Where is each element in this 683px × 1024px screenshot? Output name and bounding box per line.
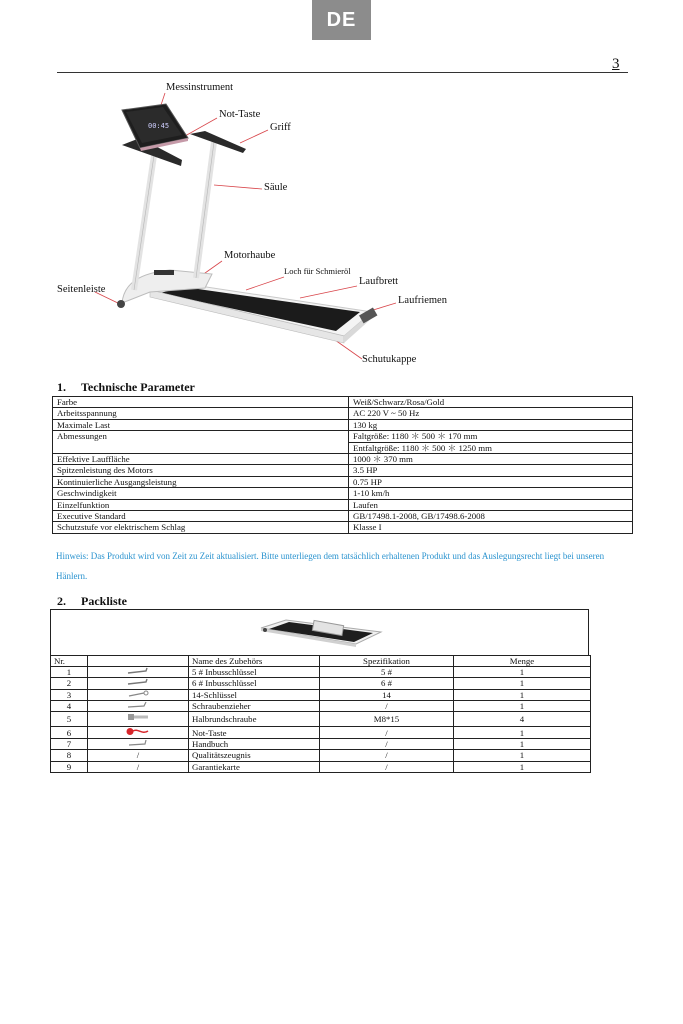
table-row — [51, 750, 591, 761]
table-row — [53, 454, 633, 465]
item-no: 9 — [51, 761, 88, 772]
table-row — [53, 408, 633, 419]
param-key: Geschwindigkeit — [53, 488, 349, 499]
table-row — [51, 727, 591, 739]
item-name: 5 # Inbusschlüssel — [189, 667, 320, 678]
table-row — [51, 700, 591, 711]
param-value: 1-10 km/h — [349, 488, 633, 499]
table-row — [53, 476, 633, 487]
section-title-packing — [57, 594, 127, 609]
packed-treadmill-image — [50, 609, 589, 655]
item-no: 2 — [51, 678, 88, 689]
item-no: 6 — [51, 727, 88, 739]
treadmill-illustration — [0, 78, 683, 373]
param-value: 130 kg — [349, 419, 633, 430]
section-title-text: Technische Parameter — [81, 380, 195, 394]
wrench-icon — [88, 689, 189, 700]
section-title-text: Packliste — [81, 594, 127, 608]
item-spec: 14 — [320, 689, 454, 700]
item-no: 7 — [51, 739, 88, 750]
param-value: Faltgröße: 1180 ＊ 500 ＊ 170 mm — [349, 431, 633, 442]
param-value: 1000 ＊ 370 mm — [349, 454, 633, 465]
item-spec: 6 # — [320, 678, 454, 689]
item-qty: 1 — [454, 750, 591, 761]
table-row — [51, 739, 591, 750]
label-console: Messinstrument — [166, 82, 234, 93]
param-key: Einzelfunktion — [53, 499, 349, 510]
item-qty: 1 — [454, 739, 591, 750]
item-qty: 1 — [454, 667, 591, 678]
item-name: Handbuch — [189, 739, 320, 750]
language-badge: DE — [312, 0, 371, 40]
item-qty: 1 — [454, 678, 591, 689]
param-key: Kontinuierliche Ausgangsleistung — [53, 476, 349, 487]
param-key: Spitzenleistung des Motors — [53, 465, 349, 476]
bolt-icon — [88, 712, 189, 727]
header-spec: Spezifikation — [320, 656, 454, 667]
item-spec: / — [320, 761, 454, 772]
manual-icon — [88, 739, 189, 750]
item-qty: 1 — [454, 700, 591, 711]
item-spec: / — [320, 739, 454, 750]
table-row — [53, 431, 633, 442]
item-name: Schraubenzieher — [189, 700, 320, 711]
technical-parameters-table — [52, 396, 633, 534]
packing-list-table — [50, 655, 591, 773]
item-pic: / — [88, 750, 189, 761]
param-value: 3.5 HP — [349, 465, 633, 476]
safety-key-icon — [88, 727, 189, 739]
item-no: 4 — [51, 700, 88, 711]
item-qty: 4 — [454, 712, 591, 727]
item-spec: / — [320, 727, 454, 739]
label-handle: Griff — [270, 122, 291, 133]
label-running-board: Laufbrett — [359, 276, 399, 287]
param-key: Abmessungen — [53, 431, 349, 454]
section-title-technical — [57, 380, 195, 395]
item-name: Qualitätszeugnis — [189, 750, 320, 761]
table-row — [53, 511, 633, 522]
label-running-belt: Laufriemen — [398, 295, 447, 306]
table-row — [53, 419, 633, 430]
param-value: 0.75 HP — [349, 476, 633, 487]
item-qty: 1 — [454, 689, 591, 700]
param-value: Klasse I — [349, 522, 633, 533]
param-key: Schutzstufe vor elektrischem Schlag — [53, 522, 349, 533]
header-no: Nr. — [51, 656, 88, 667]
table-row — [53, 499, 633, 510]
table-row — [51, 678, 591, 689]
item-no: 5 — [51, 712, 88, 727]
label-column: Säule — [264, 182, 288, 193]
item-no: 8 — [51, 750, 88, 761]
label-motor-hood: Motorhaube — [224, 250, 276, 261]
param-value: Weiß/Schwarz/Rosa/Gold — [349, 397, 633, 408]
section-number: 2. — [57, 594, 66, 608]
item-name: Not-Taste — [189, 727, 320, 739]
param-value: AC 220 V ~ 50 Hz — [349, 408, 633, 419]
item-name: Halbrundschraube — [189, 712, 320, 727]
table-row — [53, 397, 633, 408]
param-value: Entfaltgröße: 1180 ＊ 500 ＊ 1250 mm — [349, 442, 633, 453]
item-name: 14-Schlüssel — [189, 689, 320, 700]
page-number: 3 — [612, 56, 620, 72]
treadmill-diagram — [0, 78, 683, 373]
item-spec: M8*15 — [320, 712, 454, 727]
item-qty: 1 — [454, 727, 591, 739]
item-name: 6 # Inbusschlüssel — [189, 678, 320, 689]
item-no: 1 — [51, 667, 88, 678]
header-name: Name des Zubehörs — [189, 656, 320, 667]
item-pic: / — [88, 761, 189, 772]
param-value: GB/17498.1-2008, GB/17498.6-2008 — [349, 511, 633, 522]
table-row — [51, 712, 591, 727]
screwdriver-icon — [88, 700, 189, 711]
item-name: Garantiekarte — [189, 761, 320, 772]
console-readout: 00:45 — [148, 122, 170, 130]
packing-list — [50, 609, 589, 773]
table-row — [51, 689, 591, 700]
folded-treadmill-icon — [51, 610, 590, 655]
header-pic — [88, 656, 189, 667]
label-oil-hole: Loch für Schmieröl — [284, 266, 351, 276]
header-rule — [57, 72, 628, 73]
table-row — [51, 761, 591, 772]
hex-key-icon — [88, 667, 189, 678]
table-row — [51, 667, 591, 678]
label-end-cap: Schutukappe — [362, 354, 417, 365]
table-header-row — [51, 656, 591, 667]
param-key: Executive Standard — [53, 511, 349, 522]
item-no: 3 — [51, 689, 88, 700]
param-key: Farbe — [53, 397, 349, 408]
header-qty: Menge — [454, 656, 591, 667]
label-side-rail: Seitenleiste — [57, 284, 106, 295]
param-value: Laufen — [349, 499, 633, 510]
table-row — [53, 488, 633, 499]
label-emergency-key: Not-Taste — [219, 109, 261, 120]
param-key: Effektive Lauffläche — [53, 454, 349, 465]
product-note: Hinweis: Das Produkt wird von Zeit zu Zeit aktualisiert. Bitte unterliegen dem tatsächlich erhaltenen Produkt und das Auslegungsrecht liegt bei unseren Hänlern. — [56, 551, 605, 581]
param-key: Arbeitsspannung — [53, 408, 349, 419]
item-spec: / — [320, 750, 454, 761]
hex-key-icon — [88, 678, 189, 689]
item-spec: 5 # — [320, 667, 454, 678]
item-qty: 1 — [454, 761, 591, 772]
item-spec: / — [320, 700, 454, 711]
table-row — [53, 465, 633, 476]
table-row — [53, 522, 633, 533]
section-number: 1. — [57, 380, 66, 394]
param-key: Maximale Last — [53, 419, 349, 430]
